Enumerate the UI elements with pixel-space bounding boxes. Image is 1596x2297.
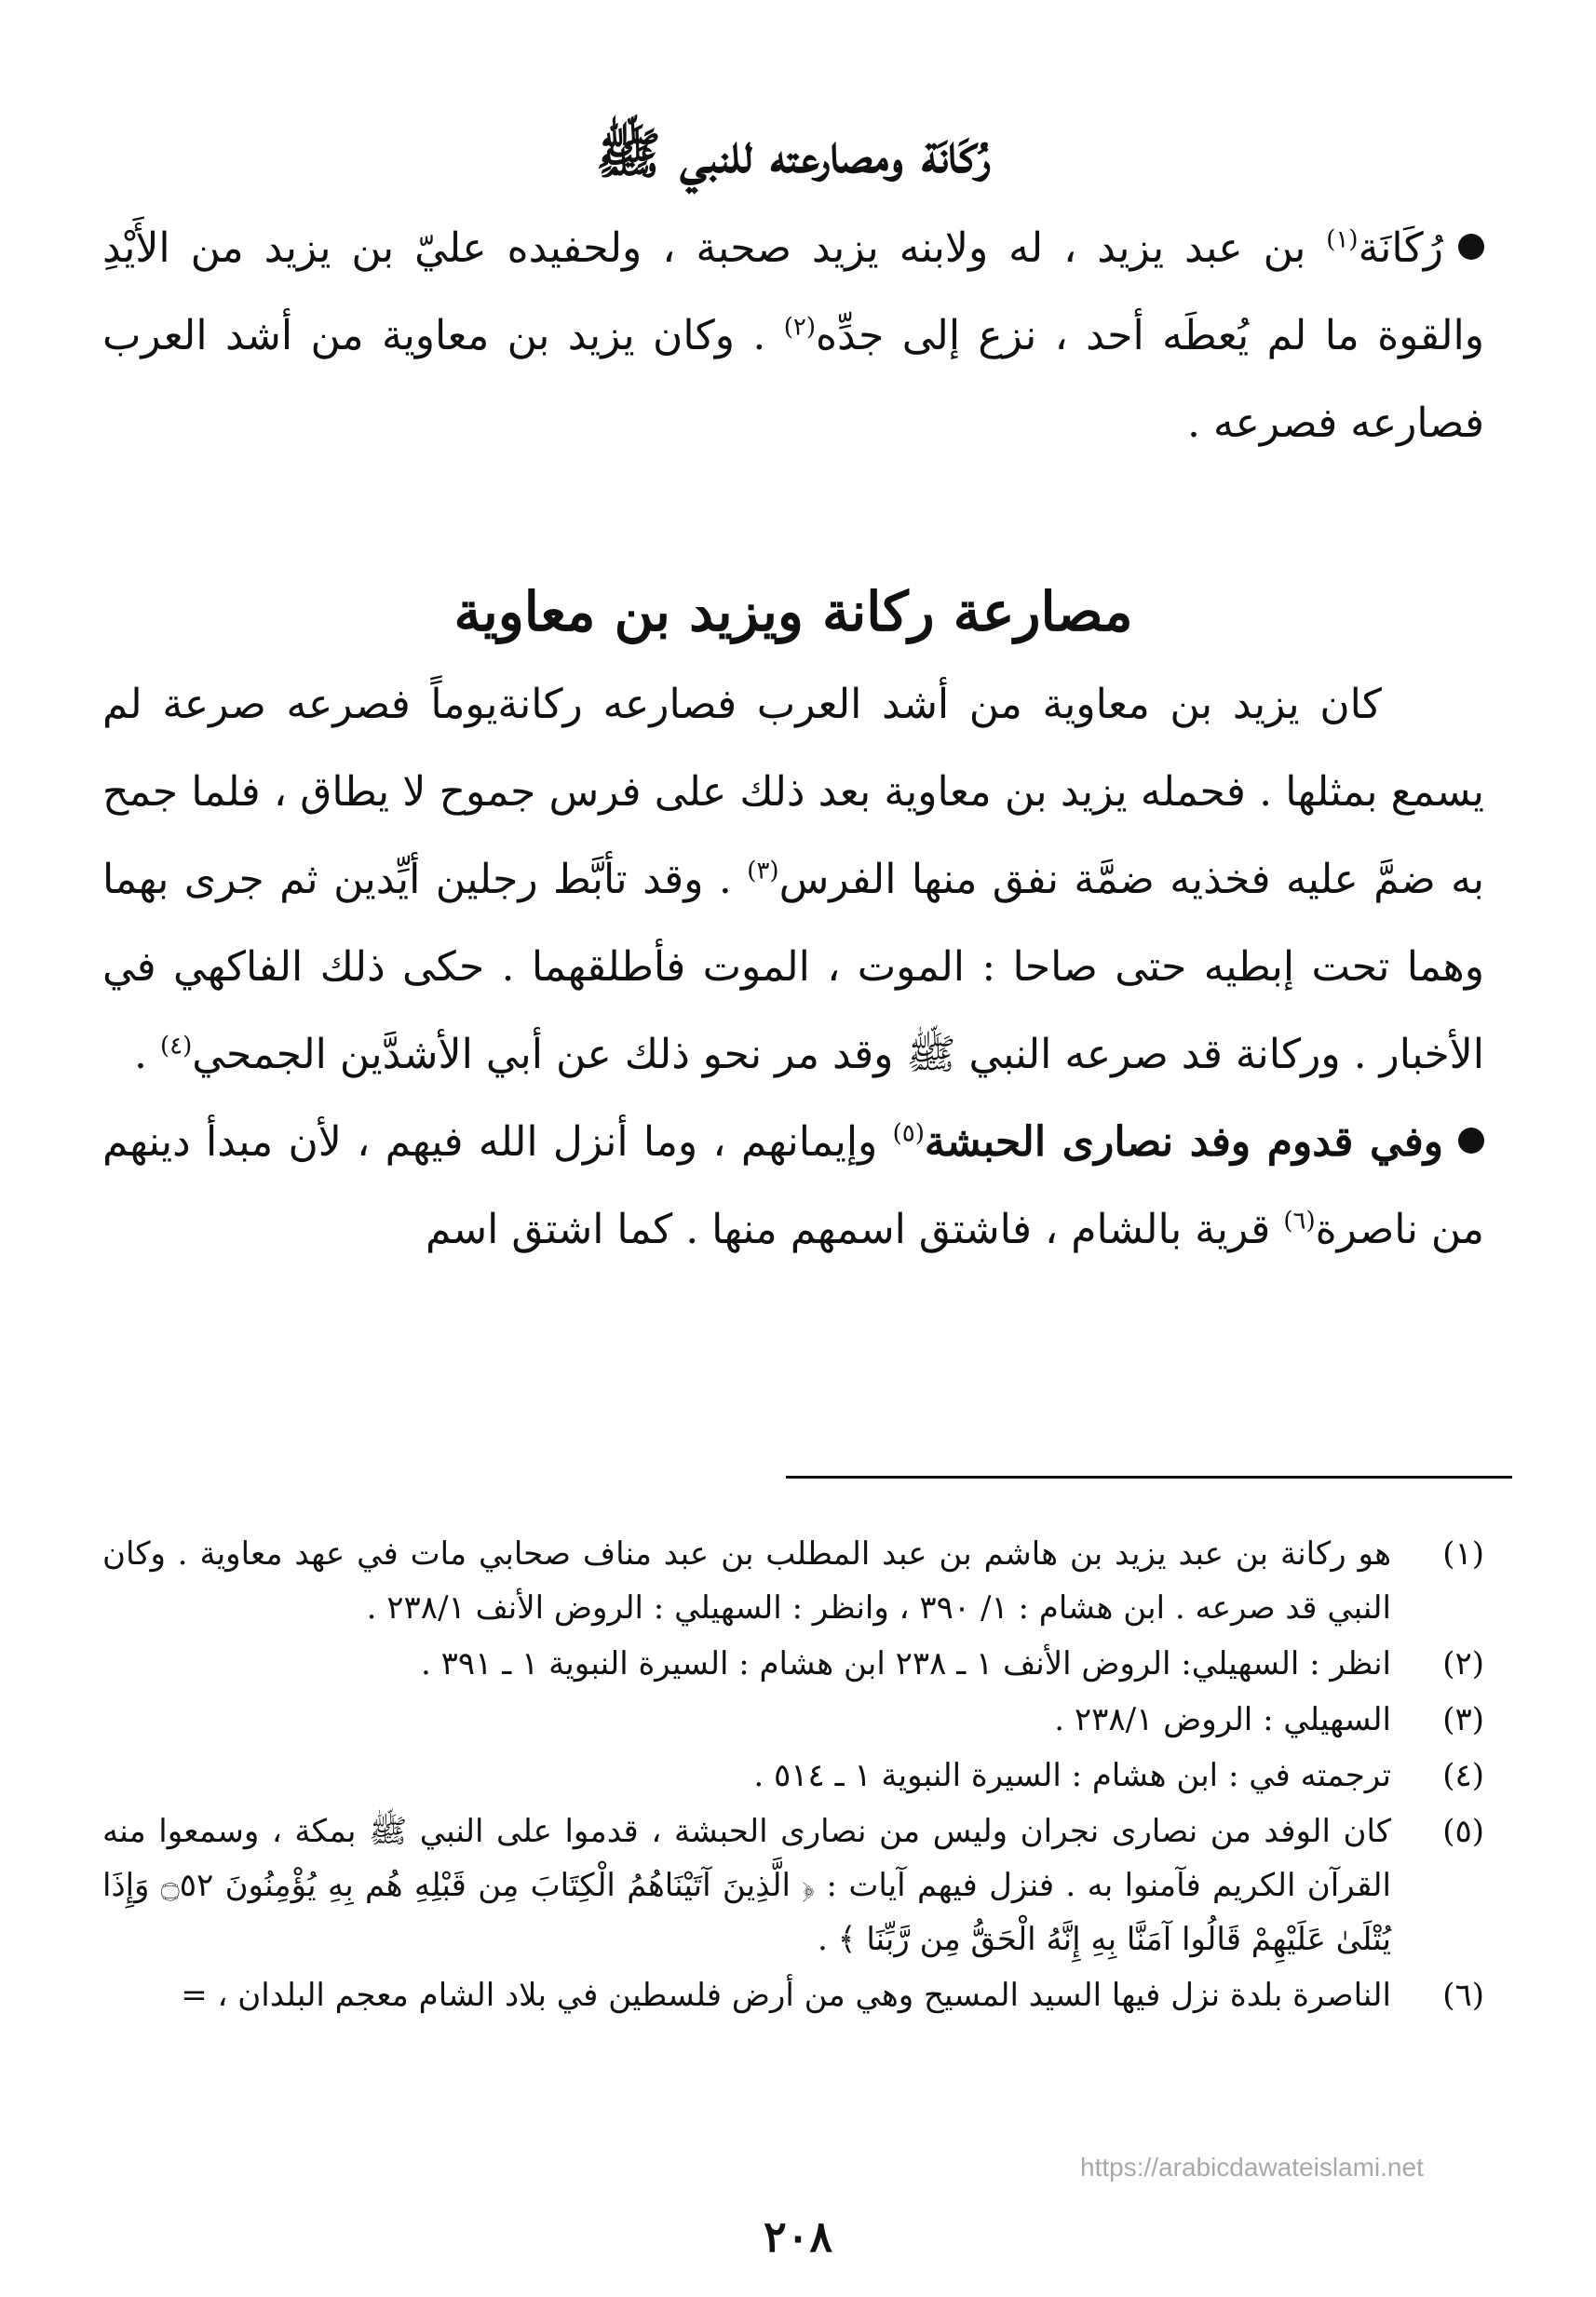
paragraph-text: بن عبد يزيد ، له ولابنه يزيد صحبة ، ولحفيده عليّ بن يزيد من الأَيْدِ والقوة ما لم يُعطَه أحد ، نزع إلى جدِّه xyxy=(102,224,1484,359)
main-text xyxy=(102,112,1484,1274)
footnote-text: ترجمته في : ابن هشام : السيرة النبوية ١ ـ ٥١٤ . xyxy=(753,1757,1391,1794)
section-heading-rukana: رُكَانَة ومصارعته للنبي ﷺ xyxy=(595,122,992,185)
footnote-ref-2[interactable]: (٢) xyxy=(783,313,816,342)
footnote-number: (١) xyxy=(1442,1535,1484,1573)
footnote-text: انظر : السهيلي: الروض الأنف ١ ـ ٢٣٨ ابن هشام : السيرة النبوية ١ ـ ٣٩١ . xyxy=(421,1645,1391,1682)
footnote-ref-1[interactable]: (١) xyxy=(1326,225,1359,254)
footnote-item xyxy=(102,1968,1484,2022)
footnote-number: (٥) xyxy=(1442,1813,1484,1850)
footnotes xyxy=(102,1527,1484,2024)
footnote-item xyxy=(102,1804,1484,1966)
page-number: ٢٠٨ xyxy=(763,2211,833,2262)
paragraph-text: كان يزيد بن معاوية من أشد العرب فصارعه ركانةيوماً فصرعه صرعة لم يسمع بمثلها . فحمله يزيد بن معاوية بعد ذلك على فرس جموح لا يطاق ، فلما جمح به ضمَّ عليه فخذيه ضمَّة نفق منها الفرس xyxy=(102,681,1485,903)
footnote-text: السهيلي : الروض ٢٣٨/١ . xyxy=(1054,1701,1391,1738)
footnote-item xyxy=(102,1527,1484,1635)
footnote-ref-5[interactable]: (٥) xyxy=(892,1119,925,1148)
footnote-ref-6[interactable]: (٦) xyxy=(1283,1207,1316,1236)
footnote-text: الناصرة بلدة نزل فيها السيد المسيح وهي من أرض فلسطين في بلاد الشام معجم البلدان ، = xyxy=(181,1977,1391,2014)
paragraph-text: . وقد تأبَّط رجلين أيِّدين ثم جرى بهما وهما تحت إبطيه حتى صاحا : الموت ، الموت فأطلقهما . حكى ذلك الفاكهي في الأخبار . وركانة قد صرعه النبي ﷺ وقد مر نحو ذلك عن أبي الأشدَّين الجمحي xyxy=(102,856,1484,1078)
paragraph-wrestling xyxy=(102,661,1484,1099)
footnote-item xyxy=(102,1693,1484,1747)
paragraph-text: . xyxy=(134,1031,161,1078)
footnote-item xyxy=(102,1637,1484,1691)
bullet-icon xyxy=(1458,1128,1484,1154)
paragraph-text: قرية بالشام ، فاشتق اسمهم منها . كما اشتق اسم xyxy=(426,1206,1284,1253)
bold-lead-text: وفي قدوم وفد نصارى الحبشة xyxy=(924,1118,1444,1166)
paragraph-text: وإيمانهم ، وما أنزل الله فيهم ، لأن مبدأ دينهم من ناصرة xyxy=(102,1118,1484,1253)
footnote-number: (٣) xyxy=(1442,1701,1484,1738)
footnote-text: هو ركانة بن عبد يزيد بن هاشم بن عبد المطلب بن عبد مناف صحابي مات في عهد معاوية . وكان النبي قد صرعه . ابن هشام : ١/ ٣٩٠ ، وانظر : السهيلي : الروض الأنف ٢٣٨/١ . xyxy=(102,1535,1391,1627)
footnote-number: (٢) xyxy=(1442,1645,1484,1682)
footnote-number: (٤) xyxy=(1442,1757,1484,1794)
paragraph-rukana xyxy=(102,205,1484,467)
footnote-text: كان الوفد من نصارى نجران وليس من نصارى الحبشة ، قدموا على النبي ﷺ بمكة ، وسمعوا منه القرآن الكريم فآمنوا به . فنزل فيهم آيات : ﴿ الَّذِينَ آتَيْنَاهُمُ الْكِتَابَ مِن قَبْلِهِ هُم بِهِ يُؤْمِنُونَ ۝٥٢ وَإِذَا يُتْلَىٰ عَلَيْهِمْ قَالُوا آمَنَّا بِهِ إِنَّهُ الْحَقُّ مِن رَّبِّنَا ﴾ . xyxy=(102,1813,1391,1958)
footnote-separator xyxy=(786,1476,1512,1479)
rukana-name: رُكَانَة xyxy=(1358,224,1443,272)
footnote-number: (٦) xyxy=(1442,1977,1484,2014)
bullet-icon xyxy=(1458,234,1484,260)
watermark-url: https://arabicdawateislami.net xyxy=(1080,2153,1424,2182)
paragraph-abyssinia xyxy=(102,1099,1484,1274)
footnote-ref-4[interactable]: (٤) xyxy=(160,1032,193,1061)
section-heading-wrestling: مصارعة ركانة ويزيد بن معاوية xyxy=(453,580,1133,643)
paragraph-text: . وكان يزيد بن معاوية من أشد العرب فصارعه فصرعه . xyxy=(102,312,1484,447)
footnote-ref-3[interactable]: (٣) xyxy=(747,857,779,885)
footnote-item xyxy=(102,1749,1484,1803)
